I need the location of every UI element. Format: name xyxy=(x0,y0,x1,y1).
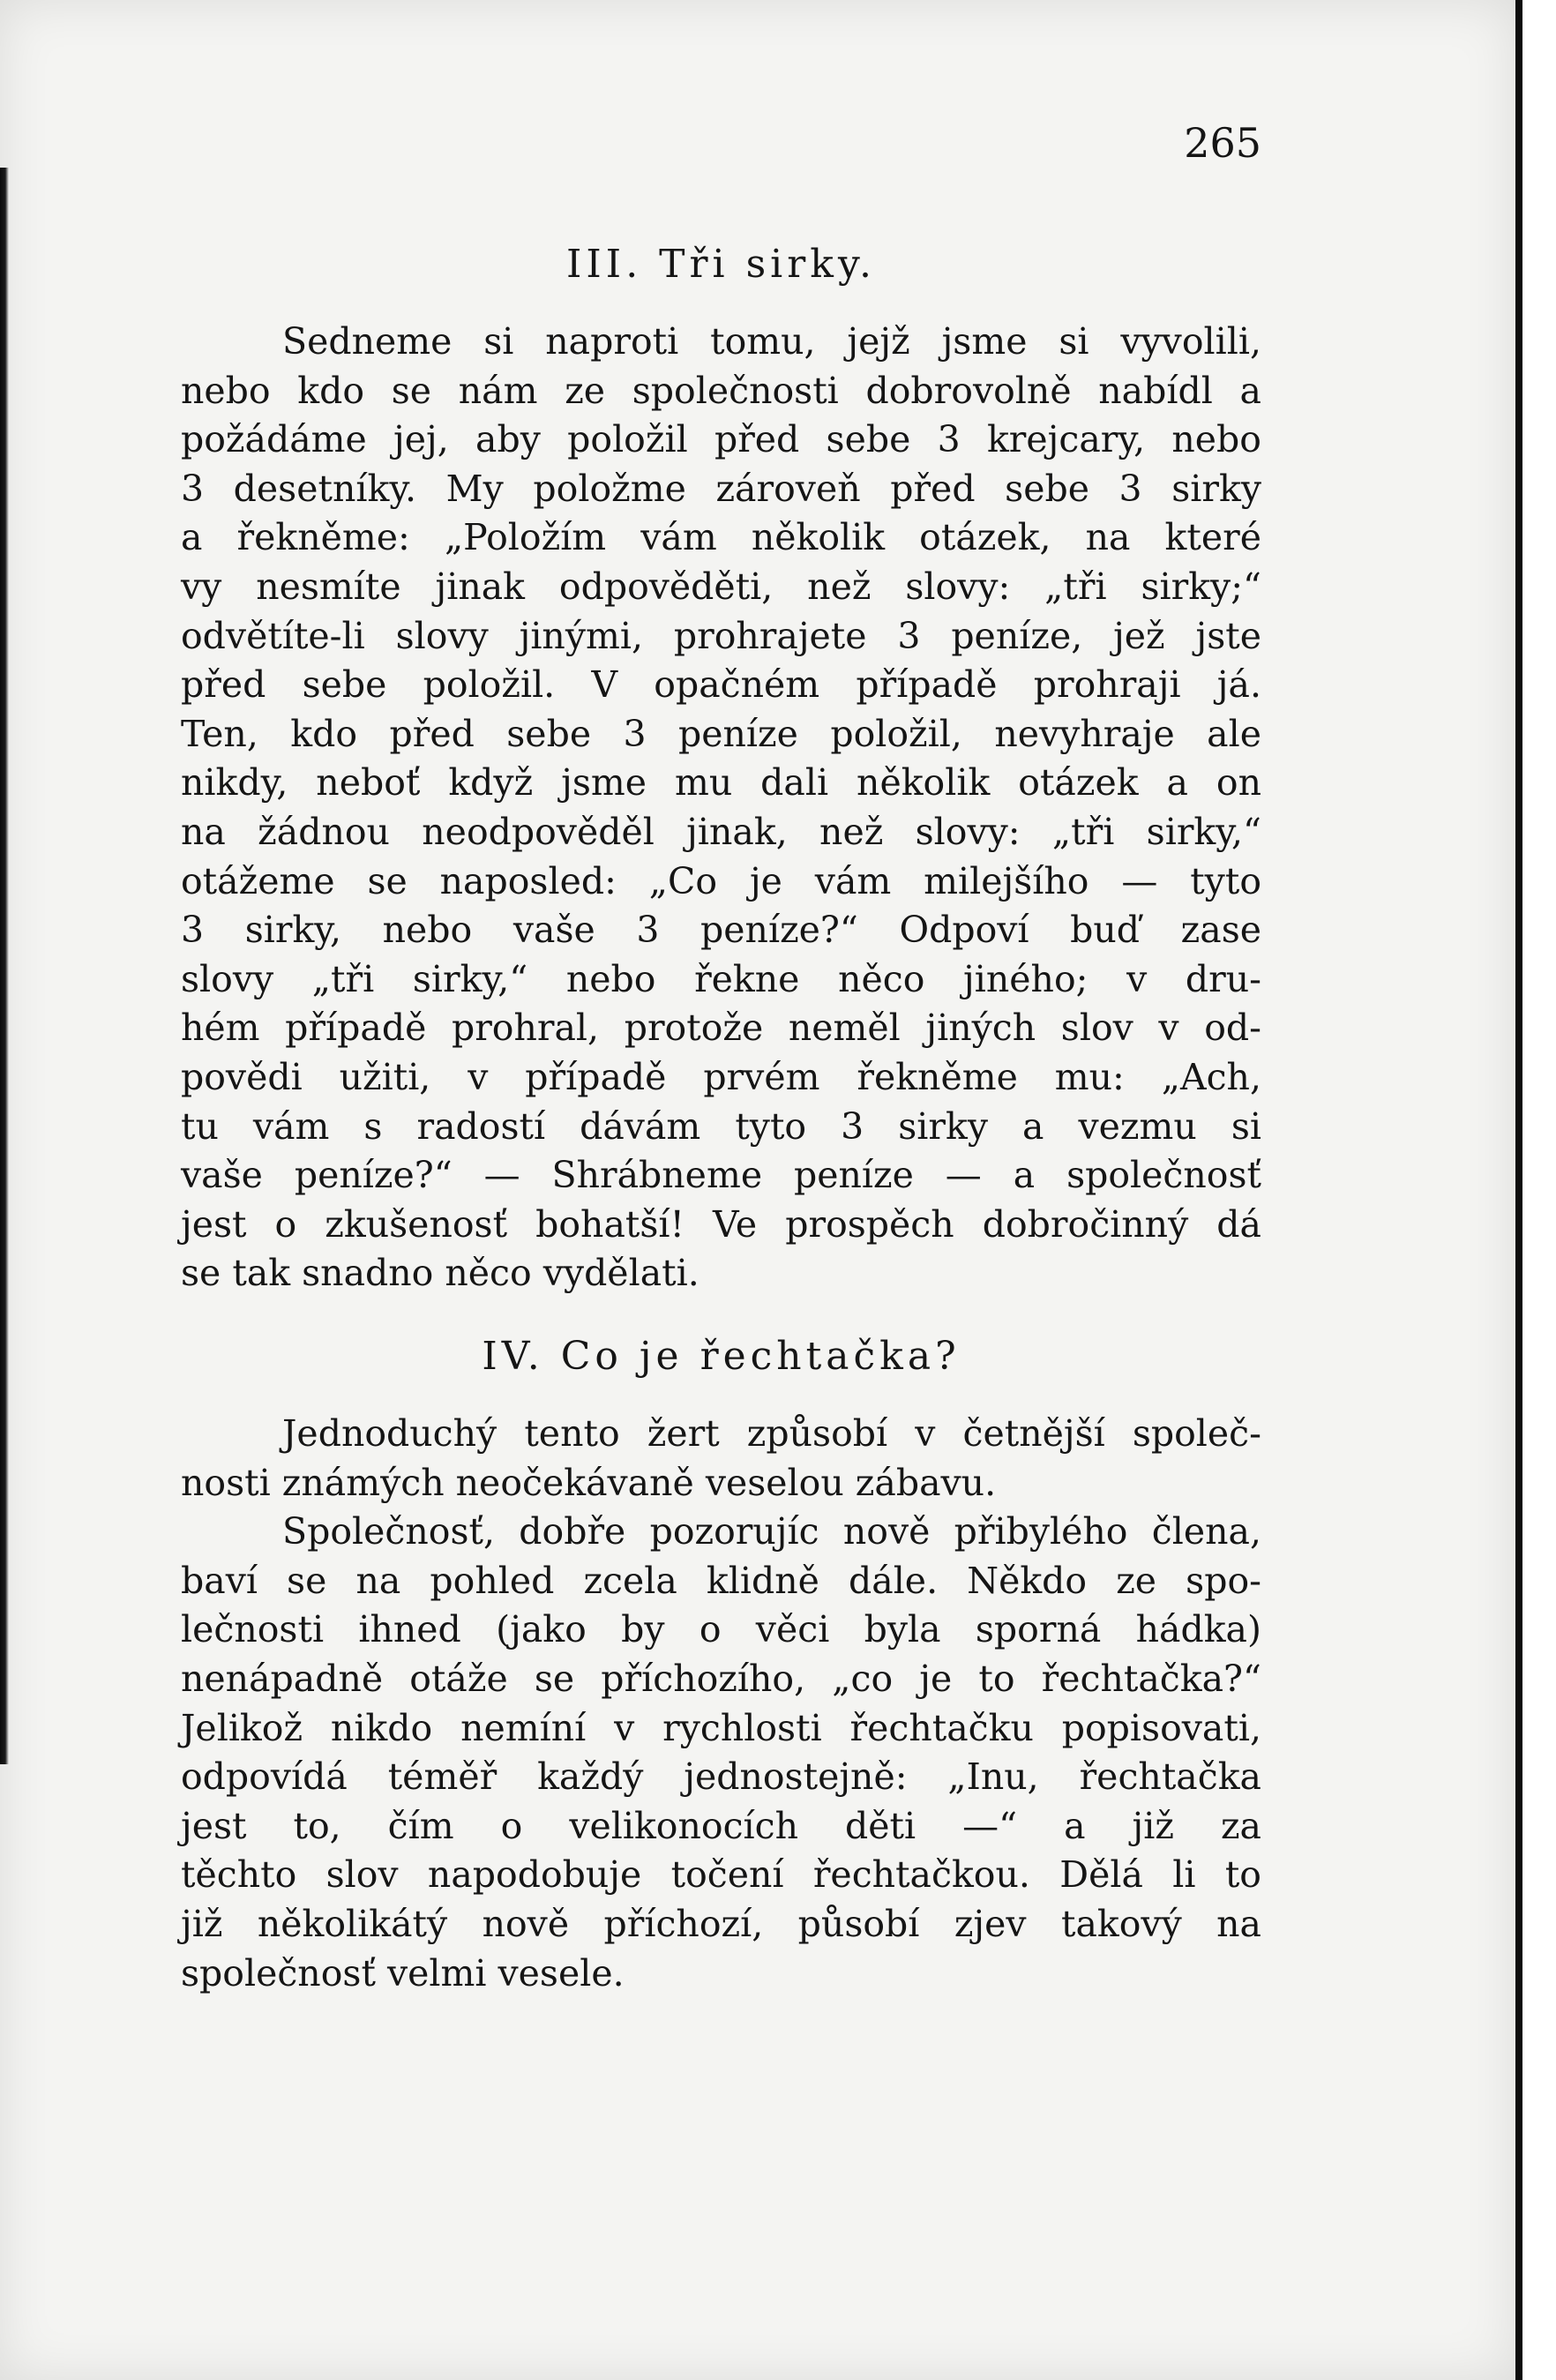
page-edge xyxy=(1515,0,1522,2380)
text-line: lečnosti ihned (jako by o věci byla sporná hádka) xyxy=(181,1608,1261,1651)
text-line: požádáme jej, aby položil před sebe 3 krejcary, nebo xyxy=(181,418,1261,461)
section-3-title: III. Tři sirky. xyxy=(566,242,876,287)
text-line: těchto slov napodobuje točení řechtačkou. Dělá li to xyxy=(181,1853,1261,1897)
text-line: Ten, kdo před sebe 3 peníze položil, nevyhraje ale xyxy=(181,712,1261,755)
text-line: vaše peníze?“ — Shrábneme peníze — a společnosť xyxy=(181,1154,1261,1197)
text-line: odpovídá téměř každý jednostejně: „Inu, řechtačka xyxy=(181,1755,1261,1799)
page-binding-shadow xyxy=(0,168,9,1764)
text-line: povědi užiti, v případě prvém řekněme mu: „Ach, xyxy=(181,1055,1261,1098)
text-line: jest to, čím o velikonocích děti —“ a již za xyxy=(181,1804,1261,1847)
text-line: nebo kdo se nám ze společnosti dobrovolně nabídl a xyxy=(181,369,1261,412)
text-line: společnosť velmi vesele. xyxy=(181,1951,625,1995)
page-number: 265 xyxy=(1184,119,1261,167)
text-line: nikdy, neboť když jsme mu dali několik otázek a on xyxy=(181,761,1261,805)
text-line: a řekněme: „Položím vám několik otázek, na které xyxy=(181,516,1261,559)
text-line: vy nesmíte jinak odpověděti, než slovy: „tři sirky;“ xyxy=(181,565,1261,608)
text-line: Jednoduchý tento žert způsobí v četnější společ- xyxy=(282,1412,1261,1455)
text-line: nenápadně otáže se příchozího, „co je to řechtačka?“ xyxy=(181,1657,1261,1700)
text-line: Jelikož nikdo nemíní v rychlosti řechtačku popisovati, xyxy=(181,1706,1261,1749)
text-line: již několikátý nově příchozí, působí zjev takový na xyxy=(181,1902,1261,1945)
text-line: nosti známých neočekávaně veselou zábavu. xyxy=(181,1461,997,1504)
text-line: Společnosť, dobře pozorujíc nově přibylého člena, xyxy=(282,1510,1261,1553)
text-line: Sedneme si naproti tomu, jejž jsme si vyvolili, xyxy=(282,320,1261,363)
text-line: slovy „tři sirky,“ nebo řekne něco jiného; v dru- xyxy=(181,957,1261,1000)
text-line: odvětíte-li slovy jinými, prohrajete 3 peníze, jež jste xyxy=(181,614,1261,657)
text-line: hém případě prohral, protože neměl jiných slov v od- xyxy=(181,1007,1261,1050)
text-line: tu vám s radostí dávám tyto 3 sirky a vezmu si xyxy=(181,1104,1261,1148)
section-4-paragraph-1 xyxy=(181,1410,1261,1508)
text-line: 3 sirky, nebo vaše 3 peníze?“ Odpoví buď zase xyxy=(181,909,1261,952)
text-line: jest o zkušenosť bohatší! Ve prospěch dobročinný dá xyxy=(181,1202,1261,1246)
text-line: před sebe položil. V opačném případě prohraji já. xyxy=(181,663,1261,707)
text-line: baví se na pohled zcela klidně dále. Někdo ze spo- xyxy=(181,1559,1261,1602)
text-line: na žádnou neodpověděl jinak, než slovy: „tři sirky,“ xyxy=(181,810,1261,853)
text-line: otážeme se naposled: „Co je vám milejšího — tyto xyxy=(181,859,1261,902)
section-4 xyxy=(181,1330,1261,1998)
section-4-paragraph-2 xyxy=(181,1508,1261,1998)
section-4-title: IV. Co je řechtačka? xyxy=(482,1334,961,1379)
text-line: se tak snadno něco vydělati. xyxy=(181,1252,699,1295)
section-3 xyxy=(181,238,1261,1299)
section-3-paragraph xyxy=(181,318,1261,1299)
text-line: 3 desetníky. My položme zároveň před sebe 3 sirky xyxy=(181,467,1261,510)
